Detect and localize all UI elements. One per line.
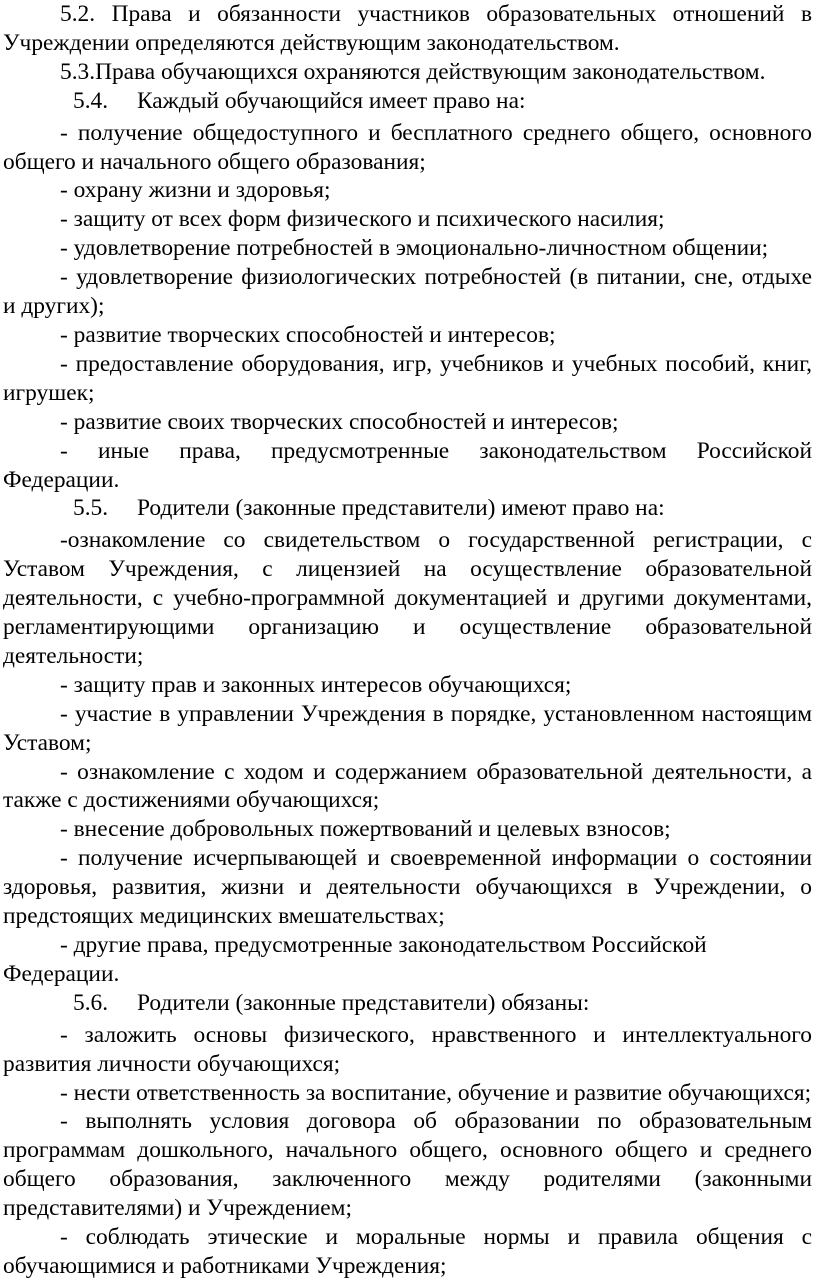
section-heading-text: Каждый обучающийся имеет право на: xyxy=(137,87,526,114)
list-item: - заложить основы физического, нравственного и интеллектуального развития личности обучающихся; xyxy=(3,1021,812,1077)
list-item: - предоставление оборудования, игр, учебников и учебных пособий, книг, игрушек; xyxy=(3,350,812,406)
list-item: - защиту от всех форм физического и психического насилия; xyxy=(60,206,665,233)
list-item: - выполнять условия договора об образовании по образовательным программам дошкольного, начального общего, основного общего и среднего общего образования, заключенного между родителями (законными представителями) и Учреждением; xyxy=(3,1108,812,1222)
list-item: - защиту прав и законных интересов обучающихся; xyxy=(60,671,572,698)
section-number: 5.6. xyxy=(73,989,109,1016)
list-item: - развитие своих творческих способностей и интересов; xyxy=(60,408,619,435)
section-heading-5-6 xyxy=(3,989,812,1018)
section-number: 5.5. xyxy=(73,495,109,522)
section-heading-5-4 xyxy=(3,87,812,116)
list-item: - удовлетворение потребностей в эмоционально-личностном общении; xyxy=(60,235,769,262)
paragraph-5-3: 5.3.Права обучающихся охраняются действующим законодательством. xyxy=(60,58,766,85)
list-item: - нести ответственность за воспитание, обучение и развитие обучающихся; xyxy=(60,1079,812,1106)
list-item: - получение исчерпывающей и своевременной информации о состоянии здоровья, развития, жизни и деятельности обучающихся в Учреждении, о предстоящих медицинских вмешательствах; xyxy=(3,845,812,930)
list-item: -ознакомление со свидетельством о государственной регистрации, с Уставом Учреждения, с лицензией на осуществление образовательной деятельности, с учебно-программной документацией и другими документами, регламентирующими организацию и осуществление образовательной деятельности; xyxy=(3,527,812,669)
list-item: - другие права, предусмотренные законодательством Российской Федерации. xyxy=(3,932,707,987)
list-item: - ознакомление с ходом и содержанием образовательной деятельности, а также с достижениями обучающихся; xyxy=(3,758,812,814)
list-item: - внесение добровольных пожертвований и целевых взносов; xyxy=(60,816,671,843)
list-item: - развитие творческих способностей и интересов; xyxy=(60,321,556,348)
section-heading-text: Родители (законные представители) имеют право на: xyxy=(137,495,665,522)
list-item: - участие в управлении Учреждения в порядке, установленном настоящим Уставом; xyxy=(3,700,812,756)
section-number: 5.4. xyxy=(73,87,109,114)
paragraph-5-2: 5.2. Права и обязанности участников образовательных отношений в Учреждении определяются действующим законодательством. xyxy=(3,1,812,56)
list-item: - получение общедоступного и бесплатного среднего общего, основного общего и начального общего образования; xyxy=(3,119,812,175)
list-item: - удовлетворение физиологических потребностей (в питании, сне, отдыхе и других); xyxy=(3,264,812,320)
list-item: - иные права, предусмотренные законодательством Российской Федерации. xyxy=(3,437,812,493)
section-heading-5-5 xyxy=(3,494,812,523)
list-item: - соблюдать этические и моральные нормы и правила общения с обучающимися и работниками Учреждения; xyxy=(3,1224,812,1279)
section-heading-text: Родители (законные представители) обязаны: xyxy=(137,989,590,1016)
list-item: - охрану жизни и здоровья; xyxy=(60,177,331,204)
